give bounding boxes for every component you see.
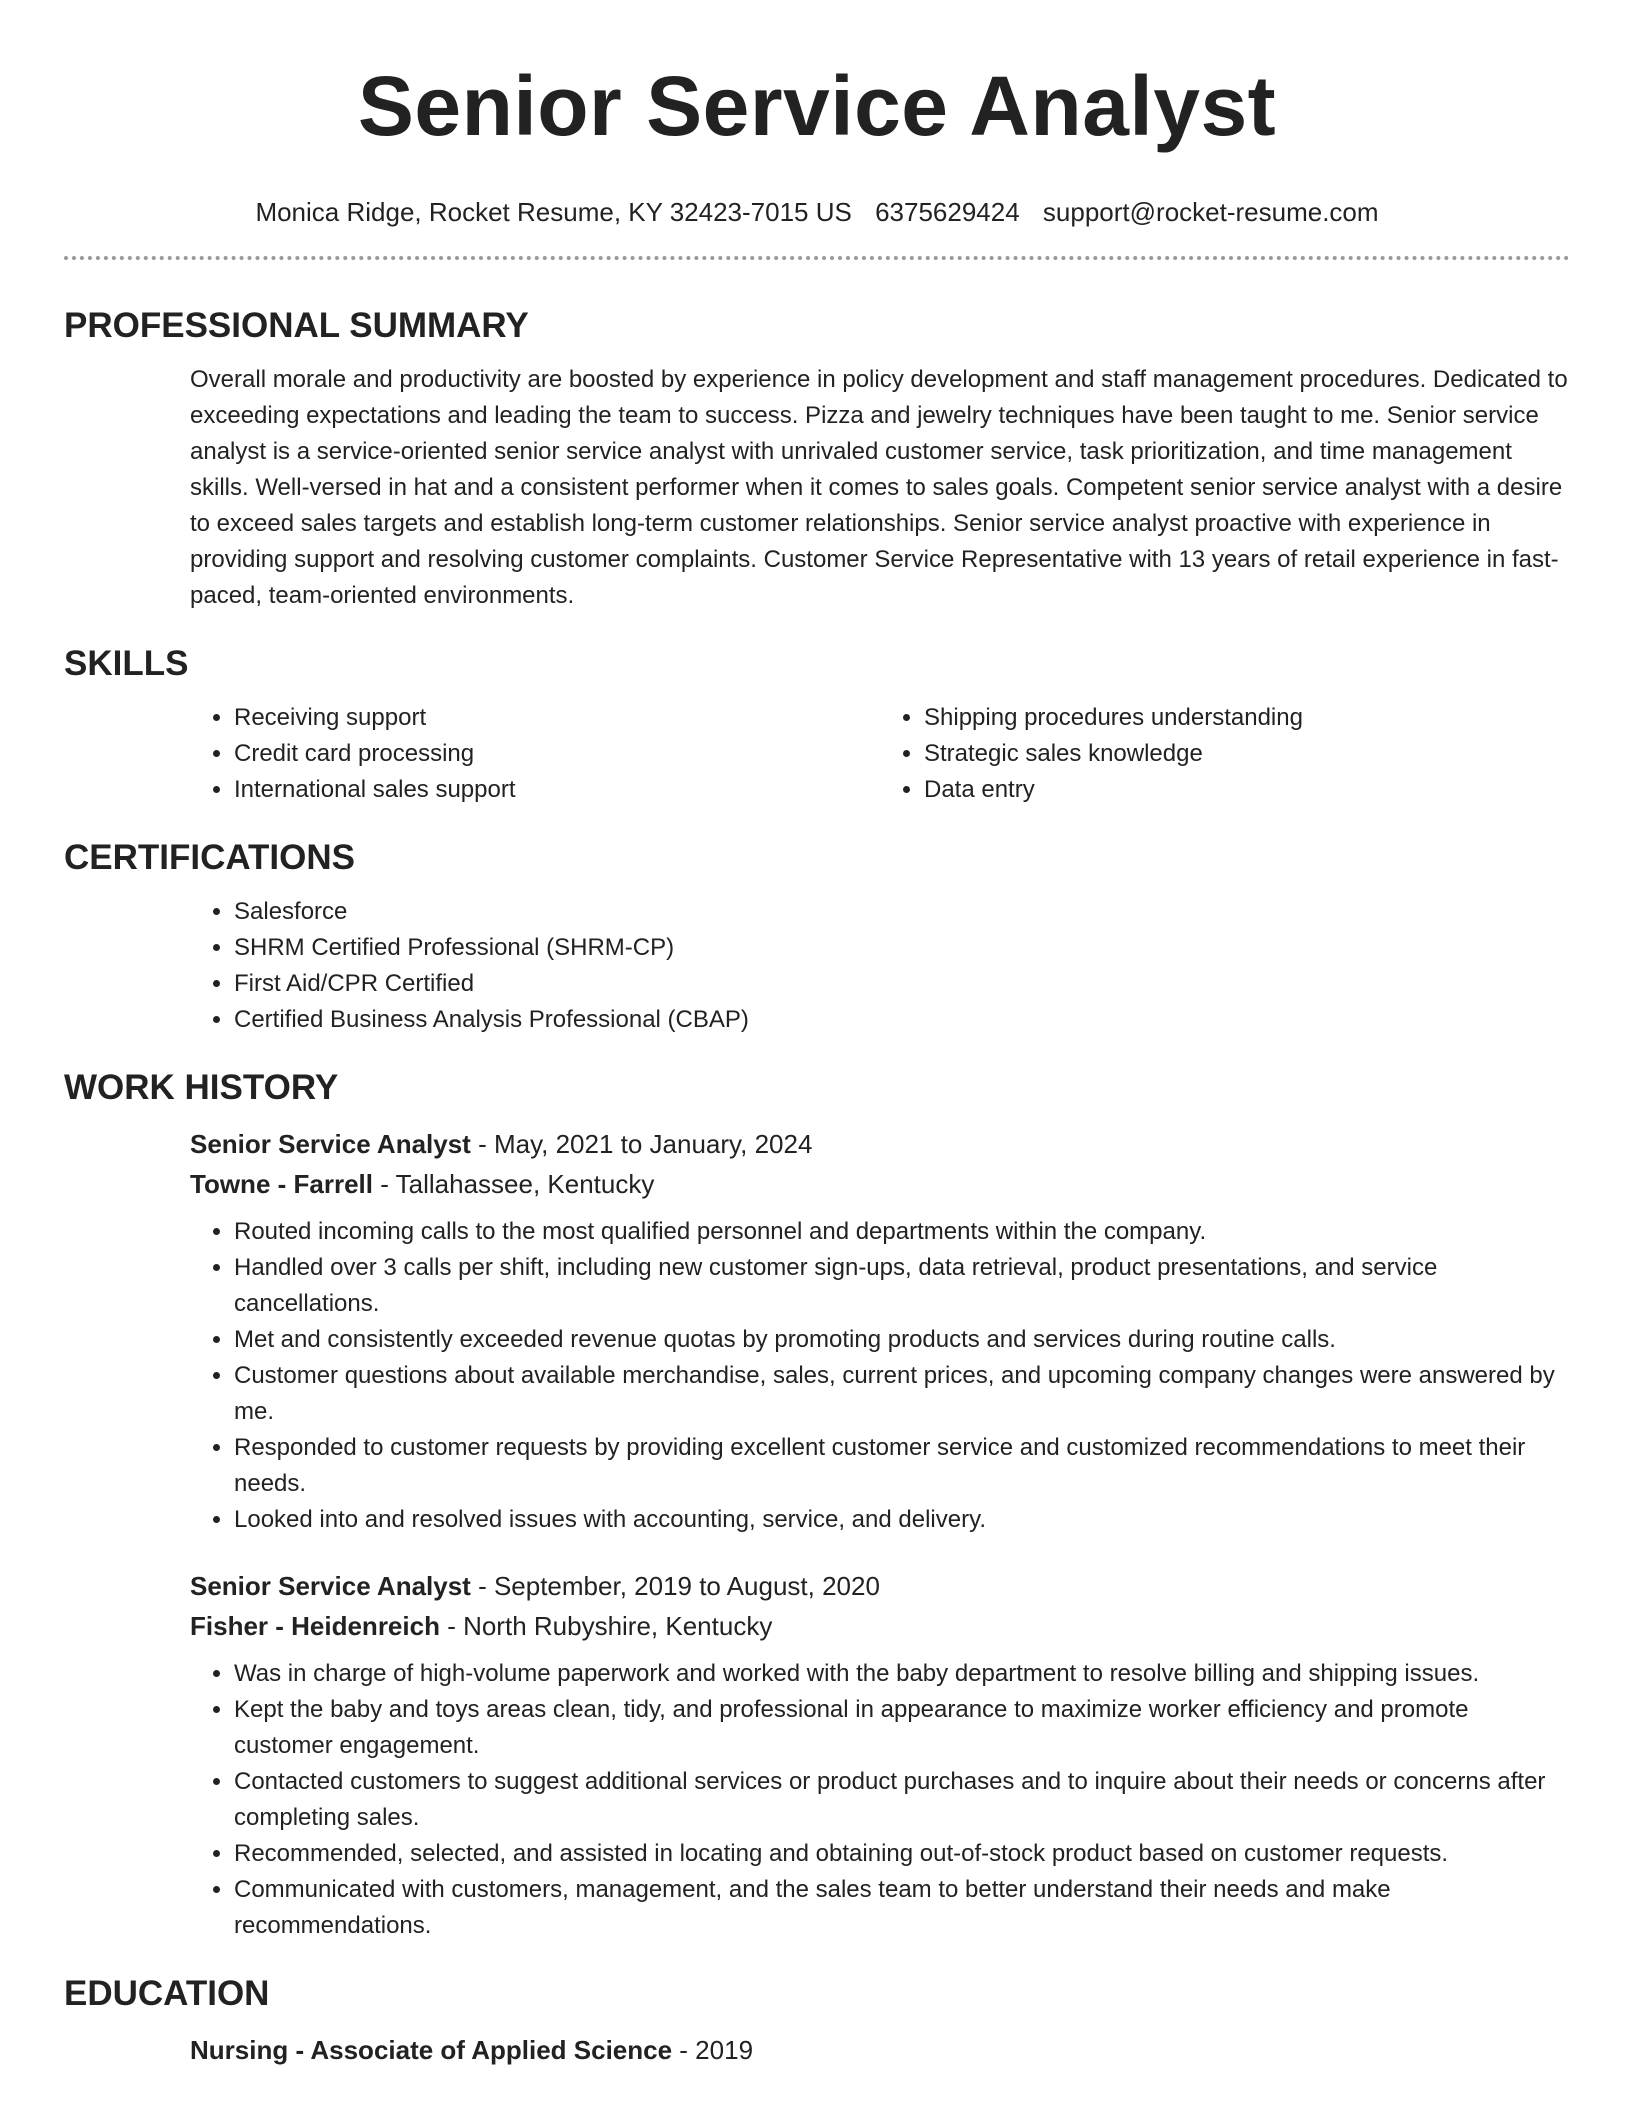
contact-line: [64, 196, 1570, 228]
skills-list-left: [190, 700, 880, 808]
skill-item: • Credit card processing: [234, 736, 880, 772]
skill-item: • Receiving support: [234, 700, 880, 736]
skill-item: • Shipping procedures understanding: [924, 700, 1570, 736]
job-bullet: • Recommended, selected, and assisted in locating and obtaining out-of-stock product based on customer requests.: [234, 1836, 1570, 1872]
job-dates: - September, 2019 to August, 2020: [470, 1571, 880, 1601]
contact-phone: 6375629424: [875, 197, 1020, 227]
skills-grid: [190, 700, 1570, 808]
job-location: - North Rubyshire, Kentucky: [439, 1611, 773, 1641]
contact-address: Monica Ridge, Rocket Resume, KY 32423-7015 US: [255, 197, 852, 227]
header-divider: [64, 256, 1570, 260]
job-entry: [190, 1566, 1570, 1944]
skills-section: [64, 642, 1570, 808]
certification-item: • First Aid/CPR Certified: [234, 966, 1570, 1002]
education-line: [190, 2030, 1570, 2070]
certifications-section: [64, 836, 1570, 1038]
skill-item: • International sales support: [234, 772, 880, 808]
job-bullet: • Responded to customer requests by providing excellent customer service and customized recommendations to meet their needs.: [234, 1430, 1570, 1502]
job-company: Towne - Farrell: [190, 1169, 373, 1199]
job-company-line: [190, 1606, 1570, 1646]
job-bullet: • Was in charge of high-volume paperwork and worked with the baby department to resolve billing and shipping issues.: [234, 1656, 1570, 1692]
job-bullet: • Customer questions about available merchandise, sales, current prices, and upcoming company changes were answered by me.: [234, 1358, 1570, 1430]
summary-title: PROFESSIONAL SUMMARY: [64, 306, 529, 345]
skill-item: • Data entry: [924, 772, 1570, 808]
certification-item: • Salesforce: [234, 894, 1570, 930]
certifications-body: [190, 894, 1570, 1038]
resume-name: Senior Service Analyst: [357, 59, 1277, 153]
certification-item: • SHRM Certified Professional (SHRM-CP): [234, 930, 1570, 966]
job-entry: [190, 1124, 1570, 1538]
work-title: WORK HISTORY: [64, 1068, 339, 1107]
summary-text: Overall morale and productivity are boosted by experience in policy development and staff management procedures. Dedicated to exceeding expectations and leading the team to success. Pizza and jewelry techniques have been taught to me. Senior service analyst is a service-oriented senior service analyst with unrivaled customer service, task prioritization, and time management skills. Well-versed in hat and a consistent performer when it comes to sales goals. Competent senior service analyst with a desire to exceed sales targets and establish long-term customer relationships. Senior service analyst proactive with experience in providing support and resolving customer complaints. Customer Service Representative with 13 years of retail experience in fast-paced, team-oriented environments.: [190, 366, 1568, 609]
job-title-line: [190, 1566, 1570, 1606]
education-section: [64, 1972, 1570, 2070]
job-location: - Tallahassee, Kentucky: [373, 1169, 655, 1199]
job-bullet: • Looked into and resolved issues with accounting, service, and delivery.: [234, 1502, 1570, 1538]
education-degree: Nursing - Associate of Applied Science: [190, 2035, 673, 2065]
summary-body: [190, 362, 1570, 614]
work-section: [64, 1066, 1570, 1944]
job-bullet: • Met and consistently exceeded revenue quotas by promoting products and services during routine calls.: [234, 1322, 1570, 1358]
skills-list-right: [880, 700, 1570, 808]
certifications-title: CERTIFICATIONS: [64, 838, 356, 877]
education-year: - 2019: [672, 2035, 754, 2065]
certifications-list: [190, 894, 1570, 1038]
job-company: Fisher - Heidenreich: [190, 1611, 440, 1641]
job-bullet: • Routed incoming calls to the most qualified personnel and departments within the company.: [234, 1214, 1570, 1250]
job-title-line: [190, 1124, 1570, 1164]
resume-page: [64, 0, 1570, 2070]
certification-item: • Certified Business Analysis Professional (CBAP): [234, 1002, 1570, 1038]
job-bullet: • Handled over 3 calls per shift, including new customer sign-ups, data retrieval, product presentations, and service cancellations.: [234, 1250, 1570, 1322]
education-body: [190, 2030, 1570, 2070]
job-company-line: [190, 1164, 1570, 1204]
contact-email[interactable]: support@rocket-resume.com: [1042, 197, 1379, 227]
skill-item: • Strategic sales knowledge: [924, 736, 1570, 772]
job-title: Senior Service Analyst: [190, 1571, 471, 1601]
job-bullets: [190, 1214, 1570, 1538]
job-bullet: • Kept the baby and toys areas clean, tidy, and professional in appearance to maximize worker efficiency and promote customer engagement.: [234, 1692, 1570, 1764]
job-title: Senior Service Analyst: [190, 1129, 471, 1159]
job-dates: - May, 2021 to January, 2024: [470, 1129, 813, 1159]
summary-section: [64, 304, 1570, 614]
job-bullets: [190, 1656, 1570, 1944]
job-bullet: • Contacted customers to suggest additional services or product purchases and to inquire about their needs or concerns after completing sales.: [234, 1764, 1570, 1836]
education-title: EDUCATION: [64, 1974, 270, 2013]
skills-title: SKILLS: [64, 644, 189, 683]
job-bullet: • Communicated with customers, management, and the sales team to better understand their needs and make recommendations.: [234, 1872, 1570, 1944]
